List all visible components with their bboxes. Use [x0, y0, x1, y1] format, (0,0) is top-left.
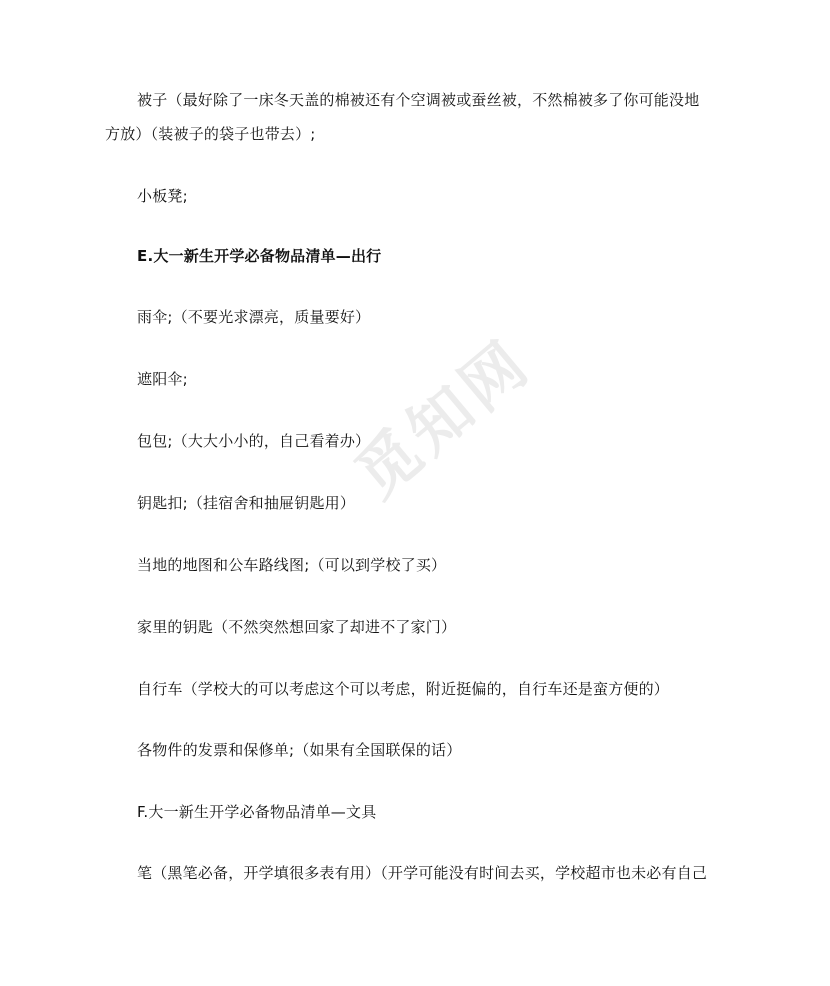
text-line-pen: 笔（黑笔必备，开学填很多表有用）（开学可能没有时间去买，学校超市也未必有自己 — [137, 864, 708, 882]
watermark: 觅知网 — [341, 324, 545, 512]
text-line-umbrella: 雨伞;（不要光求漂亮，质量要好） — [137, 308, 371, 326]
text-line-bag: 包包;（大大小小的，自己看着办） — [137, 432, 371, 450]
section-heading-travel: E.大一新生开学必备物品清单—出行 — [137, 247, 382, 265]
section-heading-stationery: F.大一新生开学必备物品清单—文具 — [137, 803, 377, 821]
text-line-home-keys: 家里的钥匙（不然突然想回家了却进不了家门） — [137, 618, 457, 636]
text-line-keychain: 钥匙扣;（挂宿舍和抽屉钥匙用） — [137, 494, 356, 512]
text-line-map: 当地的地图和公车路线图;（可以到学校了买） — [137, 556, 447, 574]
text-line-bicycle: 自行车（学校大的可以考虑这个可以考虑，附近挺偏的，自行车还是蛮方便的） — [137, 680, 670, 698]
text-line-invoices: 各物件的发票和保修单;（如果有全国联保的话） — [137, 741, 462, 759]
text-line-stool: 小板凳; — [137, 187, 188, 205]
text-line-quilt-cont: 方放）（装被子的袋子也带去）; — [105, 125, 316, 143]
text-line-quilt: 被子（最好除了一床冬天盖的棉被还有个空调被或蚕丝被，不然棉被多了你可能没地 — [137, 91, 700, 109]
text-line-sun-umbrella: 遮阳伞; — [137, 370, 188, 388]
